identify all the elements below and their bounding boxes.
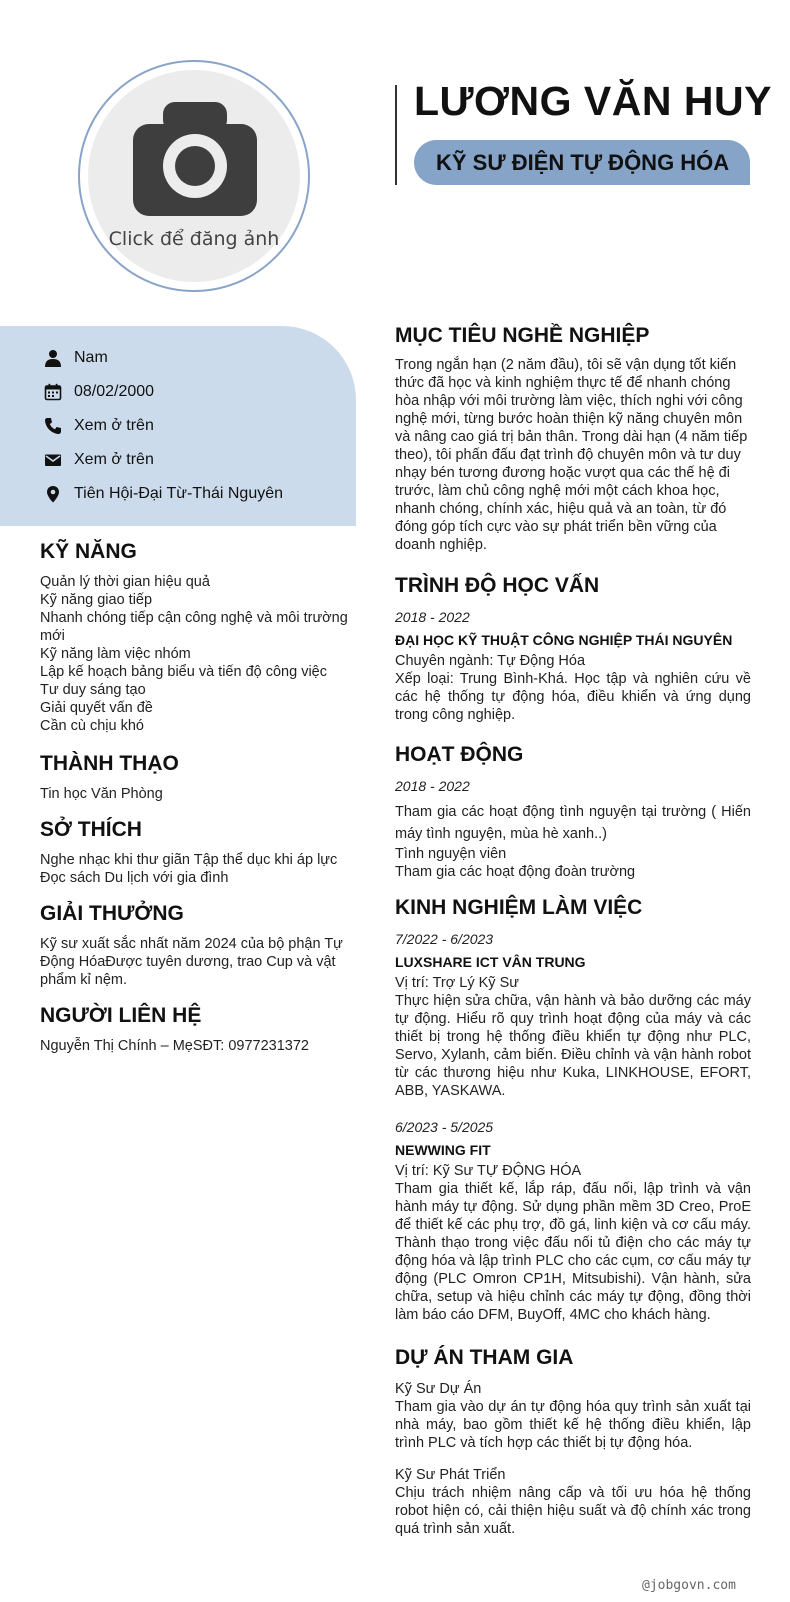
job-description: Thực hiện sửa chữa, vận hành và bảo dưỡng các máy tự động. Hiểu rõ quy trình hoạt động của máy và các thiết bị trong hệ thống điều khiển tự động như PLC, Servo, Xylanh, cảm biến. Điều chỉnh và vận hành robot từ các thương hiệu như Kuka, LINKHOUSE, EFORT, ABB, YASKAWA. — [395, 993, 751, 1099]
activity-item: Tham gia các hoạt động tình nguyện tại trường ( Hiến máy tình nguyện, mùa hè xanh..) — [395, 804, 751, 842]
school-name: ĐẠI HỌC KỸ THUẬT CÔNG NGHIỆP THÁI NGUYÊN — [395, 632, 733, 648]
hobbies-text: Nghe nhạc khi thư giãn Tập thể dục khi áp lực Đọc sách Du lịch với gia đình — [40, 852, 338, 886]
education-title: TRÌNH ĐỘ HỌC VẤN — [395, 574, 600, 597]
awards-title: GIẢI THƯỞNG — [40, 902, 184, 925]
hobbies-section — [40, 818, 358, 887]
project-name: Kỹ Sư Phát Triển — [395, 1467, 506, 1483]
skills-section — [40, 540, 358, 735]
candidate-name: LƯƠNG VĂN HUY — [414, 78, 772, 124]
personal-info-panel — [0, 326, 356, 526]
skill-item: Nhanh chóng tiếp cận công nghệ và môi trường mới — [40, 610, 348, 644]
awards-text: Kỹ sư xuất sắc nhất năm 2024 của bộ phận Tự Động HóaĐược tuyên dương, trao Cup và vật phẩm kỉ nệm. — [40, 936, 343, 988]
activities-section — [395, 743, 751, 881]
experience-section — [395, 896, 751, 1324]
activities-date: 2018 - 2022 — [395, 778, 470, 794]
info-phone — [44, 414, 154, 438]
job-date: 6/2023 - 5/2025 — [395, 1119, 494, 1135]
activity-item: Tham gia các hoạt động đoàn trường — [395, 864, 636, 880]
job-company: NEWWING FIT — [395, 1142, 491, 1158]
phone-icon — [44, 417, 62, 435]
objective-title: MỤC TIÊU NGHỀ NGHIỆP — [395, 324, 650, 347]
address-value: Tiên Hội-Đại Từ-Thái Nguyên — [74, 485, 284, 502]
proficiency-title: THÀNH THẠO — [40, 752, 179, 775]
info-email — [44, 448, 154, 472]
email-icon — [44, 451, 62, 469]
education-major: Chuyên ngành: Tự Động Hóa — [395, 653, 586, 669]
calendar-icon — [44, 383, 62, 401]
info-birthday — [44, 380, 154, 404]
person-icon — [44, 349, 62, 367]
position-badge: KỸ SƯ ĐIỆN TỰ ĐỘNG HÓA — [414, 140, 750, 185]
hobbies-title: SỞ THÍCH — [40, 818, 142, 841]
projects-title: DỰ ÁN THAM GIA — [395, 1346, 574, 1369]
photo-upload[interactable] — [88, 70, 300, 282]
photo-frame — [78, 60, 310, 292]
phone-value: Xem ở trên — [74, 417, 154, 434]
references-title: NGƯỜI LIÊN HỆ — [40, 1004, 202, 1027]
skill-item: Kỹ năng làm việc nhóm — [40, 646, 191, 662]
job-date: 7/2022 - 6/2023 — [395, 931, 494, 947]
gender-value: Nam — [74, 349, 108, 366]
project-description: Chịu trách nhiệm nâng cấp và tối ưu hóa hệ thống robot hiện có, cải thiện hiệu suất và độ chính xác trong quá trình sản xuất. — [395, 1485, 751, 1537]
title-divider — [395, 85, 397, 185]
proficiency-section — [40, 752, 358, 803]
email-value: Xem ở trên — [74, 451, 154, 468]
objective-section — [395, 324, 751, 554]
awards-section — [40, 902, 358, 989]
job-company: LUXSHARE ICT VÂN TRUNG — [395, 954, 586, 970]
references-text: Nguyễn Thị Chính – MẹSĐT: 0977231372 — [40, 1038, 309, 1054]
project-name: Kỹ Sư Dự Án — [395, 1381, 482, 1397]
skill-item: Cần cù chịu khó — [40, 718, 144, 734]
education-section — [395, 574, 751, 724]
references-section — [40, 1004, 358, 1055]
job-role: Vị trí: Kỹ Sư TỰ ĐỘNG HÓA — [395, 1163, 582, 1179]
activity-item: Tình nguyện viên — [395, 846, 507, 862]
skill-item: Kỹ năng giao tiếp — [40, 592, 153, 608]
experience-title: KINH NGHIỆM LÀM VIỆC — [395, 896, 643, 919]
skill-item: Quản lý thời gian hiệu quả — [40, 574, 210, 590]
skill-item: Tư duy sáng tạo — [40, 682, 146, 698]
proficiency-text: Tin học Văn Phòng — [40, 786, 163, 802]
watermark: @jobgovn.com — [642, 1578, 736, 1593]
education-date: 2018 - 2022 — [395, 609, 470, 625]
photo-upload-label: Click để đăng ảnh — [108, 228, 280, 250]
education-detail: Xếp loại: Trung Bình-Khá. Học tập và nghiên cứu về các hệ thống tự động hóa, điều khiển và ứng dụng trong công nghiệp. — [395, 671, 751, 723]
skills-title: KỸ NĂNG — [40, 540, 137, 563]
info-gender — [44, 346, 108, 370]
projects-section — [395, 1346, 751, 1538]
project-description: Tham gia vào dự án tự động hóa quy trình sản xuất tại nhà máy, bao gồm thiết kế hệ thống điều khiển, lập trình PLC và tích hợp các thiết bị tự động hóa. — [395, 1399, 751, 1451]
skill-item: Giải quyết vấn đề — [40, 700, 153, 716]
birthday-value: 08/02/2000 — [74, 383, 155, 400]
info-address — [44, 482, 283, 506]
job-description: Tham gia thiết kế, lắp ráp, đấu nối, lập trình và vận hành máy tự động. Sử dụng phần mềm 3D Creo, ProE để thiết kế các phụ trợ, đồ gá, linh kiện và cơ cấu máy. Thành thạo trong việc đấu nối tủ điện cho các máy tự động hóa và lập trình PLC cho các cụm, cơ cấu máy tự động (PLC Omron CP1H, Mitsubishi). Vận hành, sửa chữa, setup và hiệu chỉnh các máy tự động, đồng thời làm báo cáo DFM, BuyOff, 4MC cho khách hàng. — [395, 1181, 751, 1323]
skill-item: Lập kế hoạch bảng biểu và tiến độ công việc — [40, 664, 327, 680]
objective-text: Trong ngắn hạn (2 năm đầu), tôi sẽ vận dụng tốt kiến thức đã học và kinh nghiệm thực tế để nhanh chóng hòa nhập với môi trường làm việc, thích nghi với công nghệ mới, từng bước hoàn thiện kỹ năng chuyên môn và nâng cao giá trị bản thân. Trong dài hạn (4 năm tiếp theo), tôi phấn đấu đạt trình độ chuyên môn và tư duy nhạy bén tương đương hoặc vượt qua các thế hệ đi trước, làm chủ công nghệ mới một cách khoa học, nhanh chóng, chính xác, hiệu quả và an toàn, từ đó đóng góp tích cực vào sự phát triển bền vững của doanh nghiệp. — [395, 357, 748, 553]
camera-icon — [133, 102, 257, 216]
activities-title: HOẠT ĐỘNG — [395, 743, 524, 766]
job-role: Vị trí: Trợ Lý Kỹ Sư — [395, 975, 519, 991]
location-pin-icon — [44, 485, 62, 503]
